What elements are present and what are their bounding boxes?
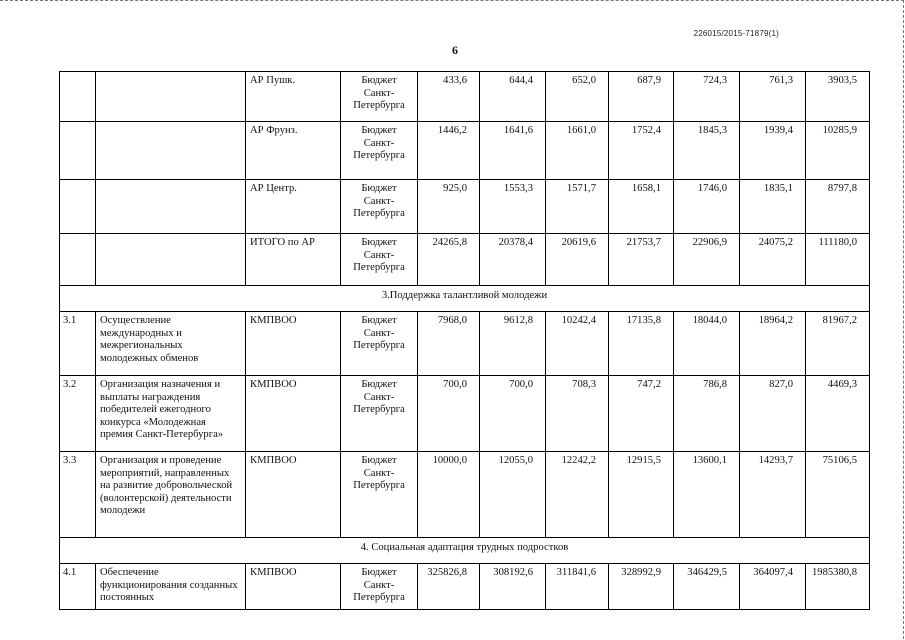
value-year: 325826,8: [418, 564, 480, 610]
table-row: [60, 72, 870, 122]
value-year: 18044,0: [674, 312, 740, 376]
value-year: 1446,2: [418, 122, 480, 180]
value-year: 24265,8: [418, 234, 480, 286]
funding-source: Бюджет Санкт-Петербурга: [341, 180, 418, 234]
row-index: 4.1: [60, 564, 96, 610]
value-year: 20619,6: [546, 234, 609, 286]
value-year: 724,3: [674, 72, 740, 122]
value-year: 1658,1: [609, 180, 674, 234]
table-row: [60, 122, 870, 180]
table-row: [60, 312, 870, 376]
value-total: 1985380,8: [806, 564, 870, 610]
value-year: 786,8: [674, 376, 740, 452]
funding-source: Бюджет Санкт-Петербурга: [341, 376, 418, 452]
value-year: 747,2: [609, 376, 674, 452]
funding-source: Бюджет Санкт-Петербурга: [341, 452, 418, 538]
value-total: 4469,3: [806, 376, 870, 452]
value-year: 364097,4: [740, 564, 806, 610]
section-title: 3.Поддержка талантливой молодежи: [60, 286, 870, 312]
executor: КМПВОО: [246, 564, 341, 610]
row-index: [60, 122, 96, 180]
value-year: 700,0: [480, 376, 546, 452]
section-row: [60, 538, 870, 564]
value-year: 12915,5: [609, 452, 674, 538]
activity-name: [96, 180, 246, 234]
activity-name: [96, 72, 246, 122]
activity-name: Обеспечение функционирования созданных постоянных: [96, 564, 246, 610]
value-year: 1939,4: [740, 122, 806, 180]
value-year: 1752,4: [609, 122, 674, 180]
executor: КМПВОО: [246, 452, 341, 538]
executor: ИТОГО по АР: [246, 234, 341, 286]
row-index: 3.3: [60, 452, 96, 538]
value-year: 1746,0: [674, 180, 740, 234]
value-year: 12242,2: [546, 452, 609, 538]
value-total: 81967,2: [806, 312, 870, 376]
value-year: 13600,1: [674, 452, 740, 538]
table-row: [60, 180, 870, 234]
funding-source: Бюджет Санкт-Петербурга: [341, 72, 418, 122]
executor: АР Центр.: [246, 180, 341, 234]
value-year: 7968,0: [418, 312, 480, 376]
value-total: 75106,5: [806, 452, 870, 538]
value-year: 827,0: [740, 376, 806, 452]
value-total: 8797,8: [806, 180, 870, 234]
value-year: 17135,8: [609, 312, 674, 376]
funding-source: Бюджет Санкт-Петербурга: [341, 564, 418, 610]
value-year: 21753,7: [609, 234, 674, 286]
activity-name: Осуществление международных и межрегиональных молодежных обменов: [96, 312, 246, 376]
value-total: 3903,5: [806, 72, 870, 122]
executor: КМПВОО: [246, 376, 341, 452]
value-year: 1835,1: [740, 180, 806, 234]
value-year: 24075,2: [740, 234, 806, 286]
document-id: 226015/2015-71879(1): [693, 29, 779, 38]
value-total: 111180,0: [806, 234, 870, 286]
value-year: 708,3: [546, 376, 609, 452]
activity-name: Организация назначения и выплаты награждения победителей ежегодного конкурса «Молодежная премия Санкт-Петербурга»: [96, 376, 246, 452]
table-row: [60, 564, 870, 610]
activity-name: [96, 122, 246, 180]
funding-source: Бюджет Санкт-Петербурга: [341, 312, 418, 376]
activity-name: Организация и проведение мероприятий, направленных на развитие добровольческой (волонтерской) деятельности молодежи: [96, 452, 246, 538]
table-row: [60, 376, 870, 452]
value-year: 22906,9: [674, 234, 740, 286]
value-year: 652,0: [546, 72, 609, 122]
row-index: [60, 234, 96, 286]
value-year: 433,6: [418, 72, 480, 122]
row-index: [60, 72, 96, 122]
executor: АР Пушк.: [246, 72, 341, 122]
table-row: [60, 234, 870, 286]
budget-table: [59, 71, 870, 610]
funding-source: Бюджет Санкт-Петербурга: [341, 234, 418, 286]
value-year: 687,9: [609, 72, 674, 122]
value-year: 9612,8: [480, 312, 546, 376]
value-year: 346429,5: [674, 564, 740, 610]
value-year: 10000,0: [418, 452, 480, 538]
value-year: 1661,0: [546, 122, 609, 180]
value-year: 10242,4: [546, 312, 609, 376]
value-year: 1571,7: [546, 180, 609, 234]
value-year: 761,3: [740, 72, 806, 122]
value-year: 308192,6: [480, 564, 546, 610]
section-row: [60, 286, 870, 312]
table-row: [60, 452, 870, 538]
value-year: 20378,4: [480, 234, 546, 286]
value-year: 1641,6: [480, 122, 546, 180]
table-body: [60, 72, 870, 610]
value-year: 18964,2: [740, 312, 806, 376]
value-total: 10285,9: [806, 122, 870, 180]
executor: АР Фрунз.: [246, 122, 341, 180]
activity-name: [96, 234, 246, 286]
row-index: 3.1: [60, 312, 96, 376]
value-year: 925,0: [418, 180, 480, 234]
value-year: 12055,0: [480, 452, 546, 538]
value-year: 1845,3: [674, 122, 740, 180]
value-year: 328992,9: [609, 564, 674, 610]
value-year: 644,4: [480, 72, 546, 122]
executor: КМПВОО: [246, 312, 341, 376]
row-index: [60, 180, 96, 234]
page-number: 6: [452, 43, 458, 57]
value-year: 1553,3: [480, 180, 546, 234]
section-title: 4. Социальная адаптация трудных подростков: [60, 538, 870, 564]
value-year: 14293,7: [740, 452, 806, 538]
funding-source: Бюджет Санкт-Петербурга: [341, 122, 418, 180]
value-year: 700,0: [418, 376, 480, 452]
value-year: 311841,6: [546, 564, 609, 610]
row-index: 3.2: [60, 376, 96, 452]
